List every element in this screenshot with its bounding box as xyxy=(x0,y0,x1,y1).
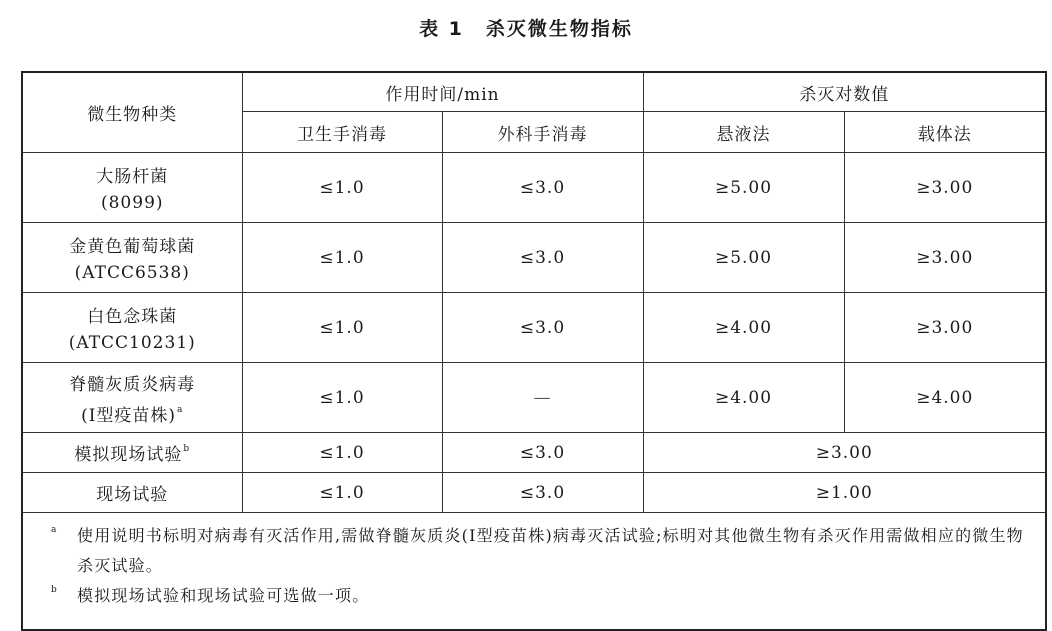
species-cell xyxy=(22,223,242,293)
carrier-cell: ≥3.00 xyxy=(844,153,1046,223)
species-strain: (ATCC10231) xyxy=(68,333,196,353)
hygienic-cell: ≤1.0 xyxy=(242,153,442,223)
table-row xyxy=(22,153,1046,223)
species-cell xyxy=(22,473,242,513)
header-hygienic: 卫生手消毒 xyxy=(242,112,442,153)
log-value-cell: ≥1.00 xyxy=(643,473,1046,513)
log-value-cell: ≥3.00 xyxy=(643,433,1046,473)
table-row xyxy=(22,363,1046,433)
table-row xyxy=(22,433,1046,473)
species-strain: (8099) xyxy=(100,193,164,213)
species-strain: (ATCC6538) xyxy=(74,263,190,283)
surgical-cell: ≤3.0 xyxy=(442,473,643,513)
footnote-b xyxy=(51,581,1037,611)
footnotes-cell xyxy=(22,513,1046,631)
suspension-cell: ≥5.00 xyxy=(643,223,844,293)
footnote-mark-b: b xyxy=(51,585,58,595)
suspension-cell: ≥5.00 xyxy=(643,153,844,223)
header-carrier: 载体法 xyxy=(844,112,1046,153)
footnote-mark-a: a xyxy=(51,525,58,535)
species-name: 模拟现场试验 xyxy=(74,445,183,465)
species-name: 金黄色葡萄球菌 xyxy=(69,237,196,257)
suspension-cell: ≥4.00 xyxy=(643,293,844,363)
species-cell xyxy=(22,363,242,433)
species-name: 大肠杆菌 xyxy=(96,167,169,187)
hygienic-cell: ≤1.0 xyxy=(242,363,442,433)
footnote-mark-a: a xyxy=(177,404,184,415)
header-row-1 xyxy=(22,72,1046,112)
table-title: 杀灭微生物指标 xyxy=(485,18,633,40)
header-species: 微生物种类 xyxy=(22,72,242,153)
surgical-cell: ≤3.0 xyxy=(442,293,643,363)
species-strain: (Ⅰ型疫苗株) xyxy=(81,405,177,426)
suspension-cell: ≥4.00 xyxy=(643,363,844,433)
hygienic-cell: ≤1.0 xyxy=(242,223,442,293)
surgical-cell: ≤3.0 xyxy=(442,433,643,473)
hygienic-cell: ≤1.0 xyxy=(242,293,442,363)
hygienic-cell: ≤1.0 xyxy=(242,473,442,513)
header-time-group: 作用时间/min xyxy=(242,72,643,112)
surgical-cell: ≤3.0 xyxy=(442,153,643,223)
table-number: 表 1 xyxy=(419,18,464,40)
footnote-text-b: 模拟现场试验和现场试验可选做一项。 xyxy=(77,586,370,605)
header-log-group: 杀灭对数值 xyxy=(643,72,1046,112)
footnote-text-a: 使用说明书标明对病毒有灭活作用,需做脊髓灰质炎(Ⅰ型疫苗株)病毒灭活试验;标明对其他微生物有杀灭作用需做相应的微生物杀灭试验。 xyxy=(77,526,1024,575)
species-name: 脊髓灰质炎病毒 xyxy=(69,374,196,395)
species-name: 现场试验 xyxy=(96,485,169,505)
footnote-a xyxy=(51,521,1037,581)
species-cell xyxy=(22,433,242,473)
species-name: 白色念珠菌 xyxy=(87,307,178,327)
surgical-cell: ≤3.0 xyxy=(442,223,643,293)
carrier-cell: ≥3.00 xyxy=(844,293,1046,363)
header-surgical: 外科手消毒 xyxy=(442,112,643,153)
hygienic-cell: ≤1.0 xyxy=(242,433,442,473)
carrier-cell: ≥4.00 xyxy=(844,363,1046,433)
header-suspension: 悬液法 xyxy=(643,112,844,153)
table-caption xyxy=(0,14,1052,41)
carrier-cell: ≥3.00 xyxy=(844,223,1046,293)
species-cell xyxy=(22,153,242,223)
notes-row xyxy=(22,513,1046,631)
footnote-mark-b: b xyxy=(183,444,191,454)
table-row xyxy=(22,223,1046,293)
surgical-cell: — xyxy=(442,363,643,433)
species-cell xyxy=(22,293,242,363)
microbe-kill-table xyxy=(21,71,1047,631)
table-row xyxy=(22,293,1046,363)
table-row xyxy=(22,473,1046,513)
